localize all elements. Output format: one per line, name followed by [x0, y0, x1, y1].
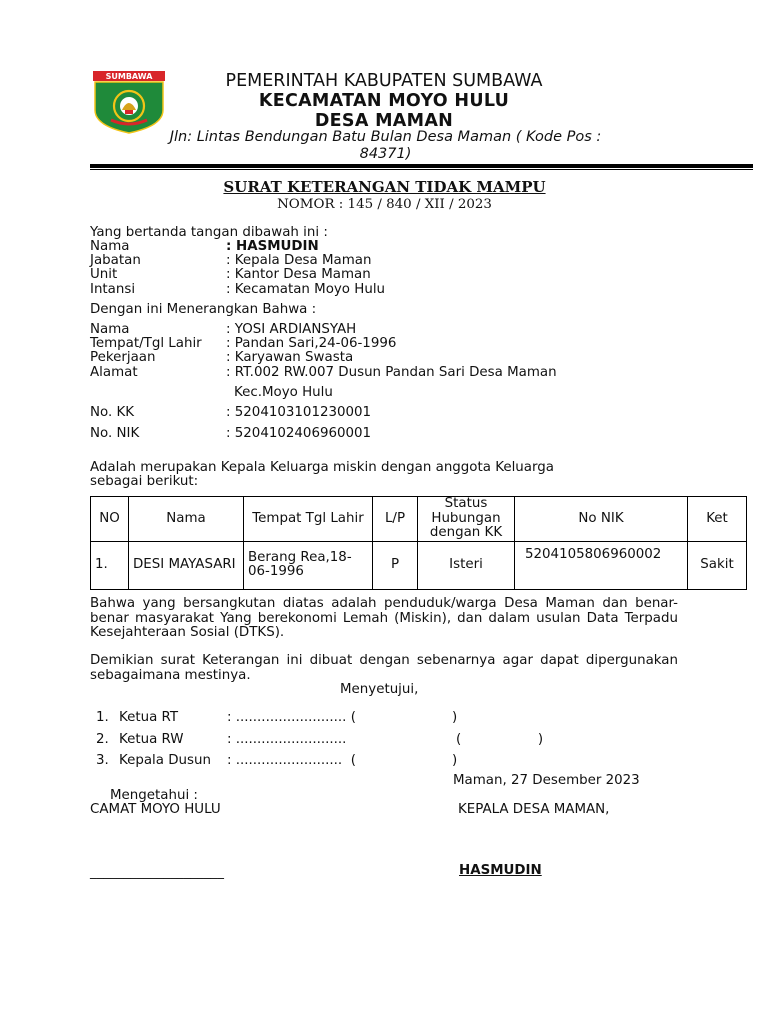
place-date: Maman, 27 Desember 2023 — [453, 773, 640, 788]
approval-rt-number: 1. — [96, 710, 109, 725]
signer-unit-label: Unit — [90, 267, 118, 282]
cell-relation: Isteri — [418, 541, 515, 589]
cell-birth: Berang Rea,18-06-1996 — [244, 541, 373, 589]
approval-rw-label: Ketua RW — [119, 732, 184, 747]
statement-paragraph: Bahwa yang bersangkutan diatas adalah penduduk/warga Desa Maman dan benar-benar masyarakat Yang berekonomi Lemah (Miskin), dan dalam usulan Data Terpadu Kesejahteraan Sosial (DTKS). — [90, 596, 678, 640]
approval-dusun-number: 3. — [96, 753, 109, 768]
subject-job-label: Pekerjaan — [90, 350, 156, 365]
document-title: SURAT KETERANGAN TIDAK MAMPU — [223, 178, 546, 196]
header-gender: L/P — [373, 497, 418, 542]
cell-note: Sakit — [688, 541, 747, 589]
subject-job-value: : Karyawan Swasta — [226, 350, 354, 365]
acknowledged-heading: Mengetahui : — [110, 788, 198, 803]
kk-label: No. KK — [90, 405, 135, 420]
camat-signature-line: ____________________ — [90, 865, 224, 880]
document-number: NOMOR : 145 / 840 / XII / 2023 — [277, 197, 492, 212]
camat-title: CAMAT MOYO HULU — [90, 802, 221, 817]
header-relation: Status Hubungan dengan KK — [418, 497, 515, 542]
signer-agency-label: Intansi — [90, 282, 136, 297]
subject-name-value: : YOSI ARDIANSYAH — [226, 322, 357, 337]
signer-agency-value: : Kecamatan Moyo Hulu — [226, 282, 386, 297]
approval-rw-dots: : .......................... — [227, 732, 347, 747]
signer-unit-value: : Kantor Desa Maman — [226, 267, 371, 282]
approval-dusun-dots: : ......................... ( — [227, 753, 356, 768]
emblem-banner-text: SUMBAWA — [105, 72, 153, 81]
header-address-line2: 84371) — [359, 146, 412, 162]
cell-gender: P — [373, 541, 418, 589]
header-birth: Tempat Tgl Lahir — [244, 497, 373, 542]
table-header-row — [91, 497, 747, 542]
header-village: DESA MAMAN — [314, 111, 454, 131]
approval-dusun-label: Kepala Dusun — [119, 753, 211, 768]
cell-no: 1. — [91, 541, 129, 589]
header-note: Ket — [688, 497, 747, 542]
header-divider-thin — [90, 169, 753, 170]
approval-rt-dots: : .......................... ( — [227, 710, 356, 725]
header-address-line1: Jln: Lintas Bendungan Batu Bulan Desa Maman ( Kode Pos : — [169, 129, 602, 145]
header-divider-thick — [90, 164, 753, 168]
header-address — [113, 129, 658, 163]
kk-value: : 5204103101230001 — [226, 405, 372, 420]
signer-intro: Yang bertanda tangan dibawah ini : — [90, 225, 328, 240]
closing-paragraph: Demikian surat Keterangan ini dibuat dengan sebenarnya agar dapat dipergunakan sebagaimana mestinya. — [90, 653, 678, 683]
signer-name-value: : HASMUDIN — [226, 239, 319, 254]
header-no: NO — [91, 497, 129, 542]
subject-name-label: Nama — [90, 322, 130, 337]
village-head-name: HASMUDIN — [459, 863, 542, 878]
cell-nik: 5204105806960002 — [515, 541, 688, 589]
family-members-table — [90, 496, 747, 590]
approval-dusun-close: ) — [452, 753, 458, 768]
table-row — [91, 541, 747, 589]
approval-rt-label: Ketua RT — [119, 710, 179, 725]
header-nik: No NIK — [515, 497, 688, 542]
approval-rt-close: ) — [452, 710, 458, 725]
header-district: KECAMATAN MOYO HULU — [258, 91, 510, 111]
subject-birth-label: Tempat/Tgl Lahir — [90, 336, 202, 351]
cell-name: DESI MAYASARI — [129, 541, 244, 589]
signer-position-value: : Kepala Desa Maman — [226, 253, 372, 268]
subject-address-value: : RT.002 RW.007 Dusun Pandan Sari Desa Maman — [226, 365, 557, 380]
subject-address-continued: Kec.Moyo Hulu — [234, 385, 333, 400]
sumbawa-regency-emblem — [91, 70, 167, 134]
family-intro-line1: Adalah merupakan Kepala Keluarga miskin dengan anggota Keluarga — [90, 460, 554, 475]
subject-address-label: Alamat — [90, 365, 138, 380]
subject-birth-value: : Pandan Sari,24-06-1996 — [226, 336, 397, 351]
header-government: PEMERINTAH KABUPATEN SUMBAWA — [225, 71, 543, 91]
subject-intro: Dengan ini Menerangkan Bahwa : — [90, 302, 317, 317]
approval-heading: Menyetujui, — [340, 682, 419, 697]
village-head-title: KEPALA DESA MAMAN, — [458, 802, 610, 817]
approval-rw-close: ( ) — [456, 732, 544, 747]
header-name: Nama — [129, 497, 244, 542]
signer-name-label: Nama — [90, 239, 130, 254]
nik-label: No. NIK — [90, 426, 140, 441]
nik-value: : 5204102406960001 — [226, 426, 372, 441]
family-intro-line2: sebagai berikut: — [90, 474, 199, 489]
approval-rw-number: 2. — [96, 732, 109, 747]
signer-position-label: Jabatan — [90, 253, 141, 268]
